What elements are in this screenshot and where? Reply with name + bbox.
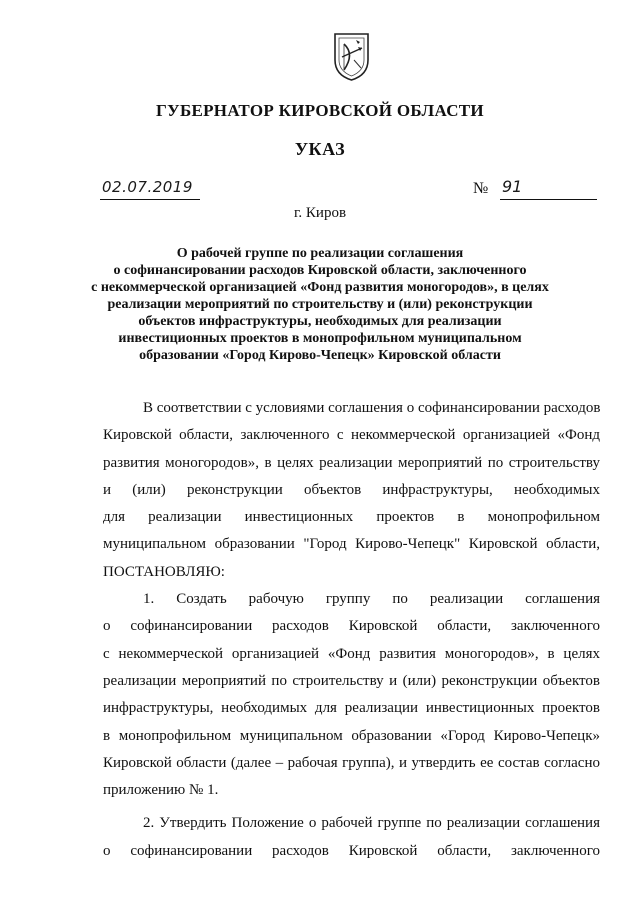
body-line: муниципальном образовании "Город Кирово-Чепецк" Кировской области,	[103, 536, 600, 553]
body-line: для реализации инвестиционных проектов в монопрофильном	[103, 509, 600, 526]
body-line: В соответствии с условиями соглашения о софинансировании расходов	[143, 400, 601, 416]
subject-line: реализации мероприятий по строительству и (или) реконструкции	[107, 297, 533, 312]
body-line: приложению № 1.	[103, 782, 219, 799]
decree-body	[103, 395, 600, 865]
body-line: Кировской области, заключенного с некоммерческой организацией «Фонд	[103, 427, 600, 444]
subject-line: с некоммерческой организацией «Фонд развития моногородов», в целях	[91, 280, 549, 295]
number-sign: №	[473, 180, 489, 197]
body-line: реализации мероприятий по строительству и (или) реконструкции объектов	[103, 672, 600, 689]
body-line: о софинансировании расходов Кировской области, заключенного	[103, 842, 600, 859]
kirov-coat-of-arms-icon	[329, 30, 374, 82]
body-line: о софинансировании расходов Кировской области, заключенного	[103, 618, 600, 635]
subject-line: образовании «Город Кирово-Чепецк» Кировской области	[139, 348, 501, 363]
body-line: инфраструктуры, необходимых для реализации инвестиционных проектов	[103, 700, 600, 717]
decree-date: 02.07.2019	[102, 178, 193, 196]
body-line: 1. Создать рабочую группу по реализации соглашения	[143, 591, 600, 608]
decree-number: 91	[502, 177, 523, 196]
decree-date-field	[100, 178, 200, 200]
subject-line: объектов инфраструктуры, необходимых для реализации	[138, 314, 502, 329]
city: г. Киров	[293, 205, 347, 221]
decree-title: УКАЗ	[294, 139, 346, 159]
governor-title: ГУБЕРНАТОР КИРОВСКОЙ ОБЛАСТИ	[156, 101, 484, 120]
body-line: и (или) реконструкции объектов инфраструктуры, необходимых	[103, 481, 600, 498]
body-line: Кировской области (далее – рабочая группа), и утвердить ее состав согласно	[103, 754, 600, 771]
subject-line: инвестиционных проектов в монопрофильном муниципальном	[118, 331, 522, 346]
decree-subject	[90, 245, 550, 364]
subject-line: о софинансировании расходов Кировской области, заключенного	[113, 263, 527, 278]
body-line: 2. Утвердить Положение о рабочей группе по реализации соглашения	[143, 815, 600, 832]
body-line: с некоммерческой организацией «Фонд развития моногородов», в целях	[103, 645, 600, 662]
body-line: ПОСТАНОВЛЯЮ:	[103, 563, 225, 580]
body-line: развития моногородов», в целях реализации мероприятий по строительству	[103, 454, 600, 471]
decree-number-field	[500, 177, 597, 200]
subject-line: О рабочей группе по реализации соглашения	[176, 246, 464, 261]
body-line: в монопрофильном муниципальном образовании «Город Кирово-Чепецк»	[103, 727, 600, 744]
